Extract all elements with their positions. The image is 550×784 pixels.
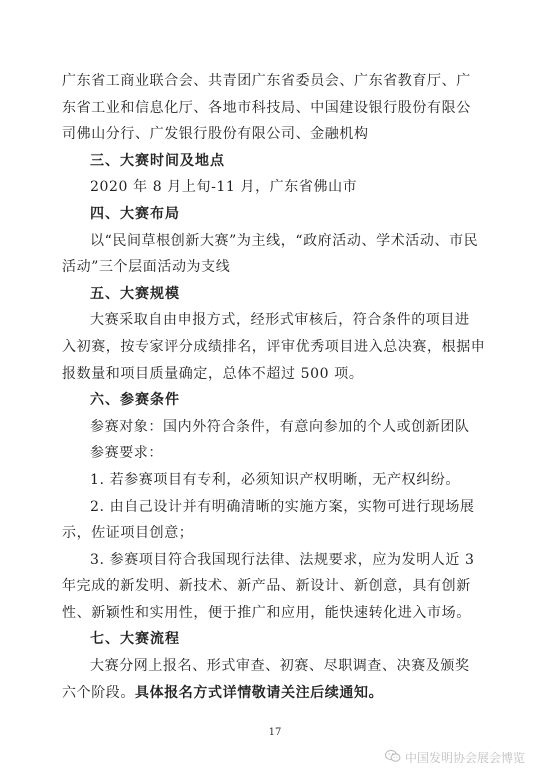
paragraph-line: 参赛要求： <box>90 445 163 462</box>
paragraph-line: 报数量和项目质量确定，总体不超过 500 项。 <box>62 365 364 382</box>
paragraph-line: 年完成的新发明、新技术、新产品、新设计、新创意，具有创新 <box>62 578 471 595</box>
watermark <box>385 748 525 767</box>
paragraph-line: 司佛山分行、广发银行股份有限公司、金融机构 <box>62 126 369 143</box>
paragraph-line: 性、新颖性和实用性，便于推广和应用，能快速转化进入市场。 <box>62 604 471 621</box>
document-body <box>62 68 492 706</box>
paragraph-line: 入初赛，按专家评分成绩排名，评审优秀项目进入总决赛，根据申 <box>62 338 486 355</box>
paragraph-line: 广东省工商业联合会、共青团广东省委员会、广东省教育厅、广 <box>62 73 471 89</box>
section-heading: 七、大赛流程 <box>90 631 180 648</box>
paragraph-line: 以“民间草根创新大赛”为主线，“政府活动、学术活动、市民 <box>90 232 479 249</box>
paragraph-line <box>62 680 492 707</box>
paragraph-line: 参赛对象：国内外符合条件，有意向参加的个人或创新团队 <box>90 418 470 435</box>
paragraph-line: 示，佐证项目创意； <box>62 525 194 542</box>
paragraph-line: 东省工业和信息化厅、各地市科技局、中国建设银行股份有限公 <box>62 99 471 116</box>
paragraph-line: 大赛采取自由申报方式，经形式审核后，符合条件的项目进 <box>90 312 470 329</box>
section-heading: 六、参赛条件 <box>90 392 180 409</box>
wechat-icon <box>385 748 401 767</box>
paragraph-line: 大赛分网上报名、形式审查、初赛、尽职调查、决赛及颁奖 <box>90 658 470 675</box>
paragraph-line: 2. 由自己设计并有明确清晰的实施方案，实物可进行现场展 <box>90 498 475 515</box>
paragraph-line: 3. 参赛项目符合我国现行法律、法规要求，应为发明人近 3 <box>90 551 475 568</box>
paragraph-text: 六个阶段。 <box>62 684 135 701</box>
section-heading: 三、大赛时间及地点 <box>90 152 225 169</box>
emphasized-notice: 具体报名方式详情敬请关注后续通知。 <box>135 684 384 701</box>
page-number: 17 <box>268 727 282 738</box>
paragraph-line: 1. 若参赛项目有专利，必须知识产权明晰，无产权纠纷。 <box>90 471 461 488</box>
paragraph-line: 活动”三个层面活动为支线 <box>62 259 231 276</box>
section-heading: 四、大赛布局 <box>90 205 180 222</box>
section-heading: 五、大赛规模 <box>90 285 180 302</box>
paragraph-line: 2020 年 8 月上旬-11 月，广东省佛山市 <box>90 179 358 196</box>
watermark-text: 中国发明协会展会博览 <box>405 751 526 765</box>
